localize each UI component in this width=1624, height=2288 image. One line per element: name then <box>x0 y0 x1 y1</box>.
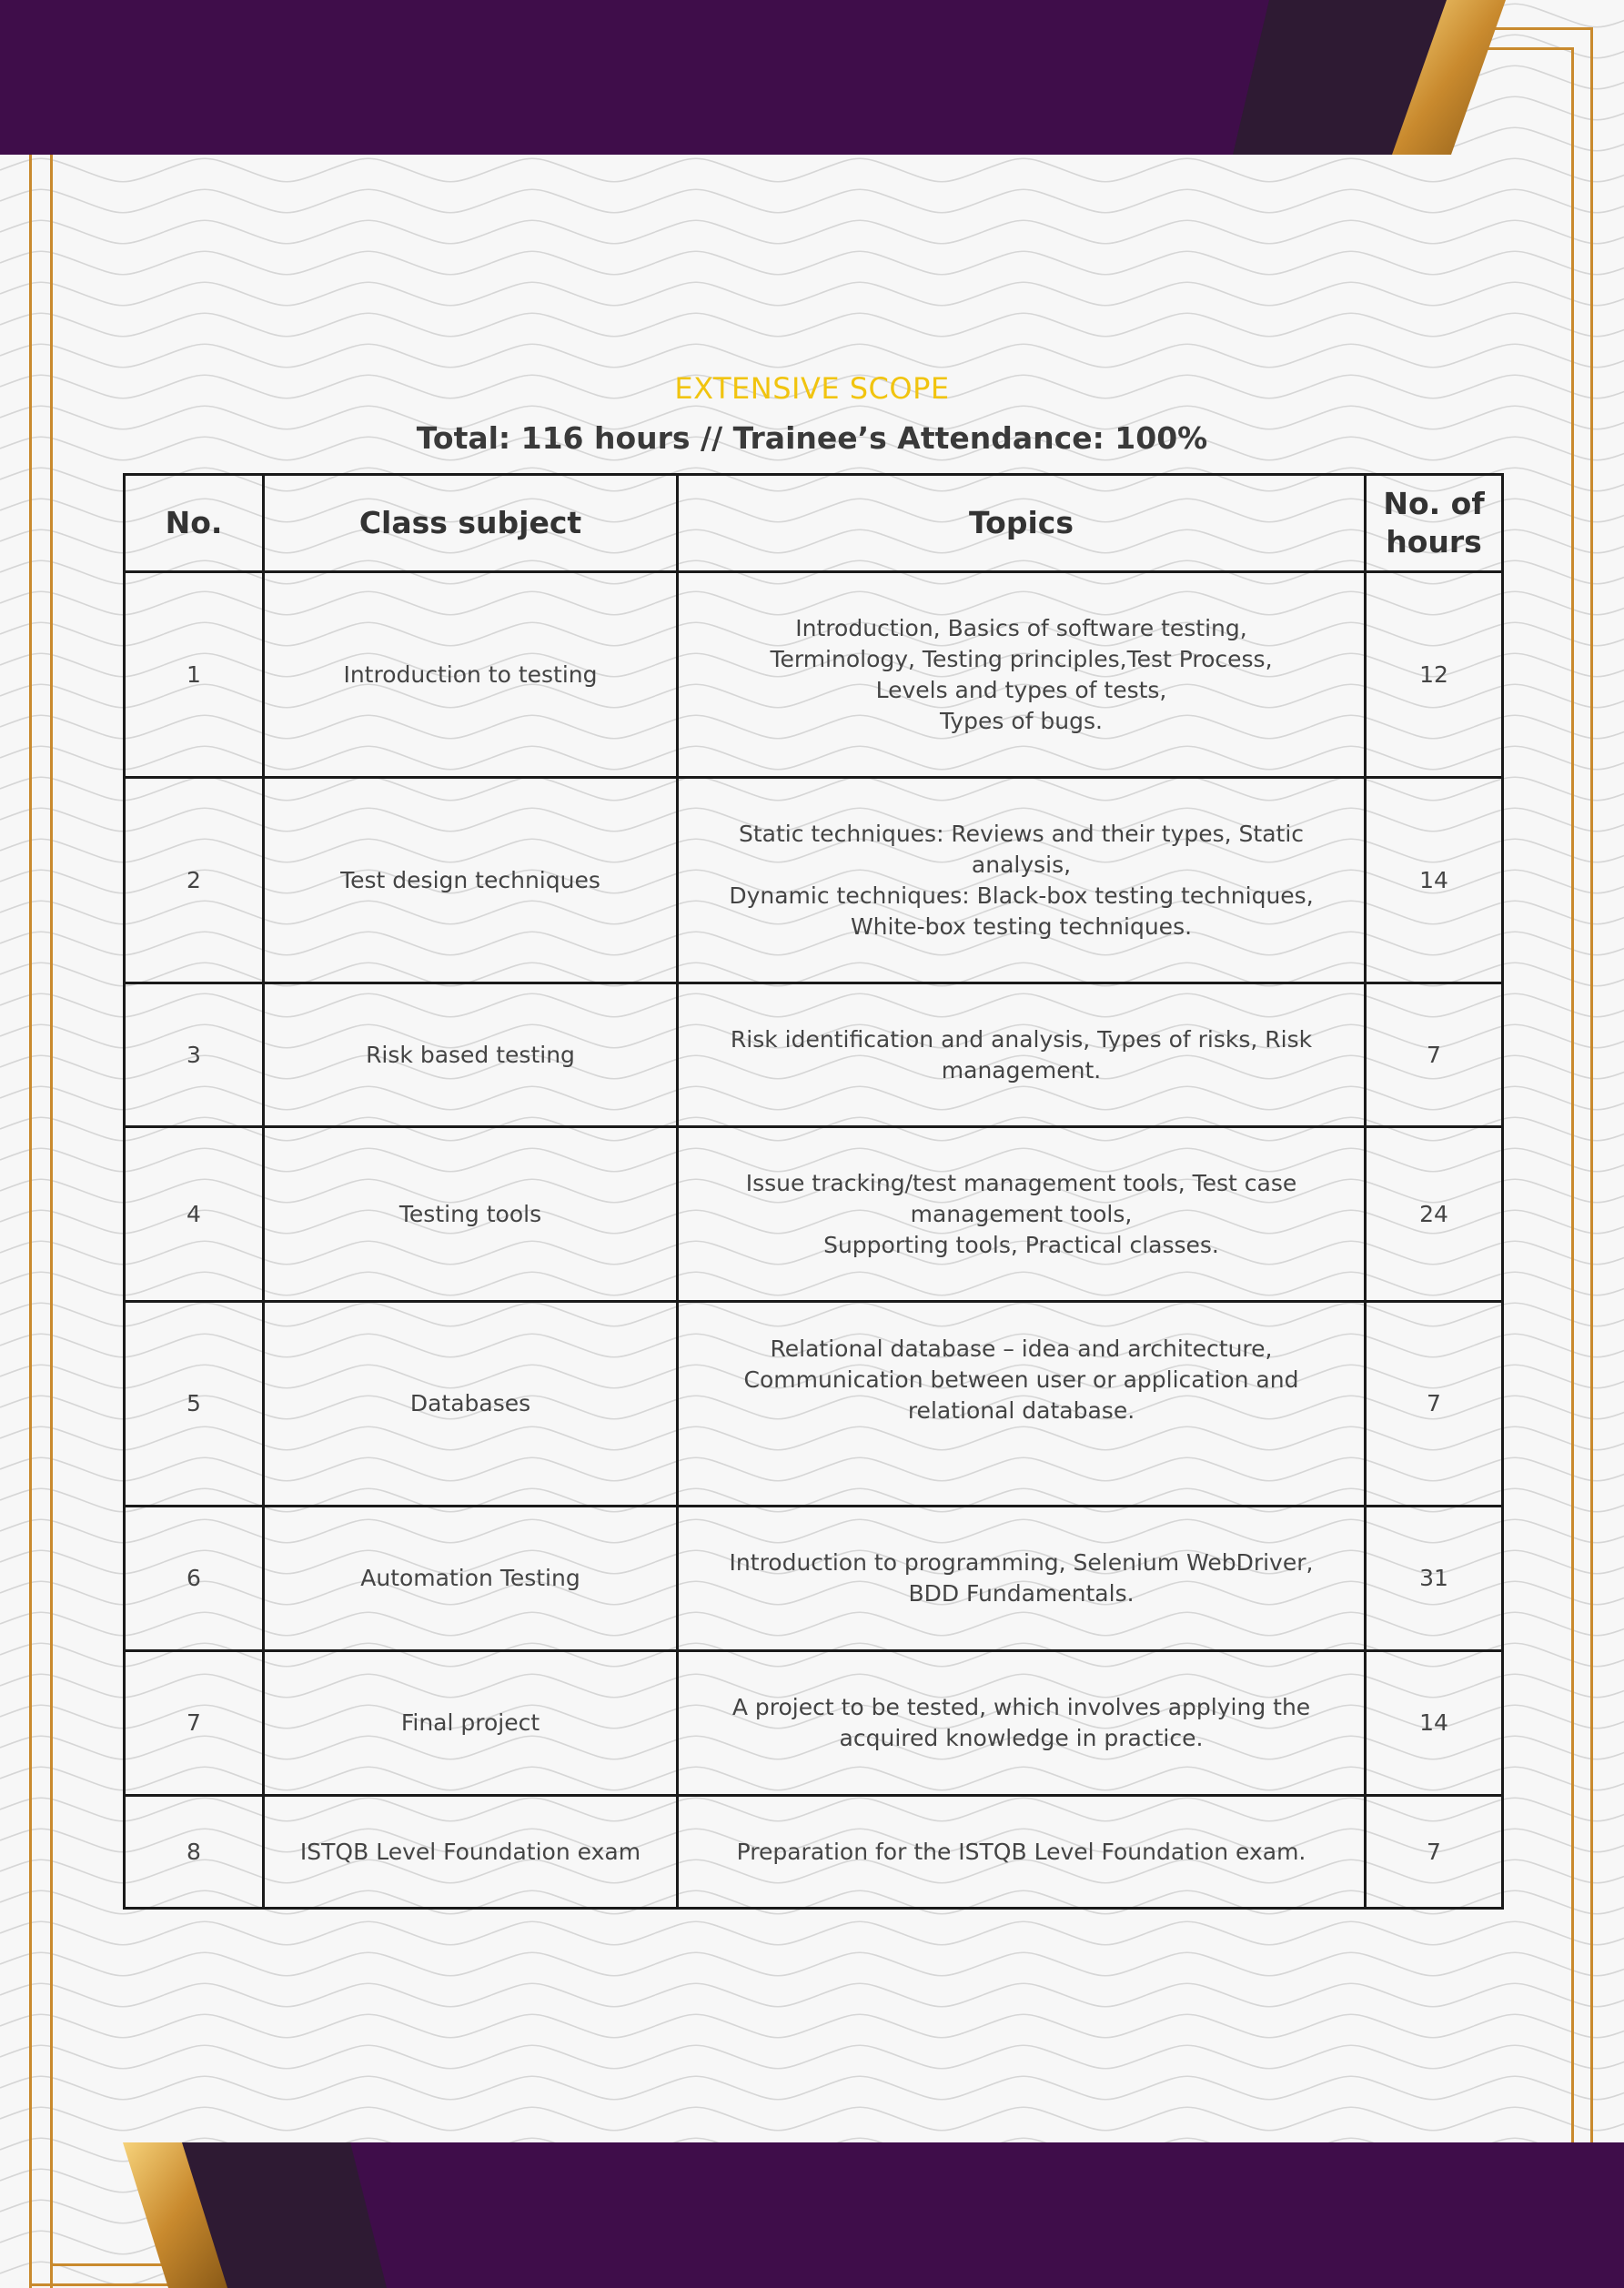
topic-line: Terminology, Testing principles,Test Process, <box>770 645 1273 672</box>
row-number: 1 <box>125 572 264 778</box>
row-number: 2 <box>125 778 264 983</box>
table-row <box>125 1127 1503 1302</box>
frame-right-outer <box>1590 27 1593 2142</box>
scope-title: EXTENSIVE SCOPE <box>674 371 950 406</box>
hours-value: 12 <box>1366 572 1503 778</box>
table-row <box>125 572 1503 778</box>
table-row <box>125 778 1503 983</box>
topic-line: relational database. <box>907 1397 1135 1424</box>
frame-left-outer <box>29 155 32 2288</box>
row-number: 7 <box>125 1651 264 1796</box>
topic-line: Communication between user or application and <box>743 1366 1299 1393</box>
topic-line: Relational database – idea and architecture, <box>770 1336 1273 1362</box>
topic-line: management tools, <box>910 1200 1133 1227</box>
hours-value: 7 <box>1366 1302 1503 1507</box>
class-subject: Testing tools <box>264 1127 678 1302</box>
topics-cell <box>678 983 1366 1127</box>
table-row <box>125 1796 1503 1909</box>
topic-line: Dynamic techniques: Black-box testing techniques, <box>729 882 1314 909</box>
class-subject: ISTQB Level Foundation exam <box>264 1796 678 1909</box>
topic-line: A project to be tested, which involves applying the <box>731 1694 1311 1720</box>
row-number: 5 <box>125 1302 264 1507</box>
class-subject: Introduction to testing <box>264 572 678 778</box>
topic-line: Supporting tools, Practical classes. <box>823 1231 1219 1258</box>
hours-value: 14 <box>1366 1651 1503 1796</box>
table-header-row <box>125 475 1503 572</box>
header-band <box>0 0 1624 155</box>
topic-line: Introduction, Basics of software testing, <box>795 614 1247 641</box>
hours-value: 14 <box>1366 778 1503 983</box>
class-subject: Risk based testing <box>264 983 678 1127</box>
column-header-hours: No. of hours <box>1366 475 1503 572</box>
table-row <box>125 1302 1503 1507</box>
topics-cell <box>678 572 1366 778</box>
topic-line: Risk identification and analysis, Types of risks, Risk <box>730 1025 1313 1053</box>
topics-cell <box>678 1127 1366 1302</box>
hours-value: 7 <box>1366 983 1503 1127</box>
class-subject: Automation Testing <box>264 1507 678 1651</box>
topics-cell <box>678 1651 1366 1796</box>
hours-value: 24 <box>1366 1127 1503 1302</box>
hours-value: 31 <box>1366 1507 1503 1651</box>
topic-line: Types of bugs. <box>940 707 1103 734</box>
topics-cell <box>678 778 1366 983</box>
column-header-class-subject: Class subject <box>264 475 678 572</box>
topics-cell <box>678 1796 1366 1909</box>
class-subject: Test design techniques <box>264 778 678 983</box>
table-row <box>125 1651 1503 1796</box>
topic-line: management. <box>941 1056 1102 1084</box>
topic-line: White-box testing techniques. <box>850 912 1193 940</box>
footer-band <box>0 2142 1624 2288</box>
total-hours-attendance: Total: 116 hours // Trainee’s Attendance: 100% <box>416 420 1208 456</box>
topic-line: Introduction to programming, Selenium WebDriver, <box>729 1549 1314 1576</box>
frame-right-inner <box>1571 47 1574 2142</box>
row-number: 6 <box>125 1507 264 1651</box>
column-header-topics: Topics <box>678 475 1366 572</box>
syllabus-table <box>123 473 1504 1910</box>
topic-line: Issue tracking/test management tools, Test case <box>745 1169 1297 1196</box>
frame-left-inner <box>50 155 53 2288</box>
table-row <box>125 1507 1503 1651</box>
topic-line: acquired knowledge in practice. <box>839 1725 1204 1751</box>
row-number: 8 <box>125 1796 264 1909</box>
row-number: 3 <box>125 983 264 1127</box>
class-subject: Final project <box>264 1651 678 1796</box>
topics-cell <box>678 1507 1366 1651</box>
class-subject: Databases <box>264 1302 678 1507</box>
topic-line: BDD Fundamentals. <box>908 1580 1135 1607</box>
row-number: 4 <box>125 1127 264 1302</box>
topic-line: Levels and types of tests, <box>875 676 1167 703</box>
hours-value: 7 <box>1366 1796 1503 1909</box>
topics-cell <box>678 1302 1366 1507</box>
topic-line: Preparation for the ISTQB Level Foundation exam. <box>736 1838 1306 1865</box>
column-header-no: No. <box>125 475 264 572</box>
topic-line: analysis, <box>971 851 1072 878</box>
topic-line: Static techniques: Reviews and their types, Static <box>738 820 1305 847</box>
table-row <box>125 983 1503 1127</box>
